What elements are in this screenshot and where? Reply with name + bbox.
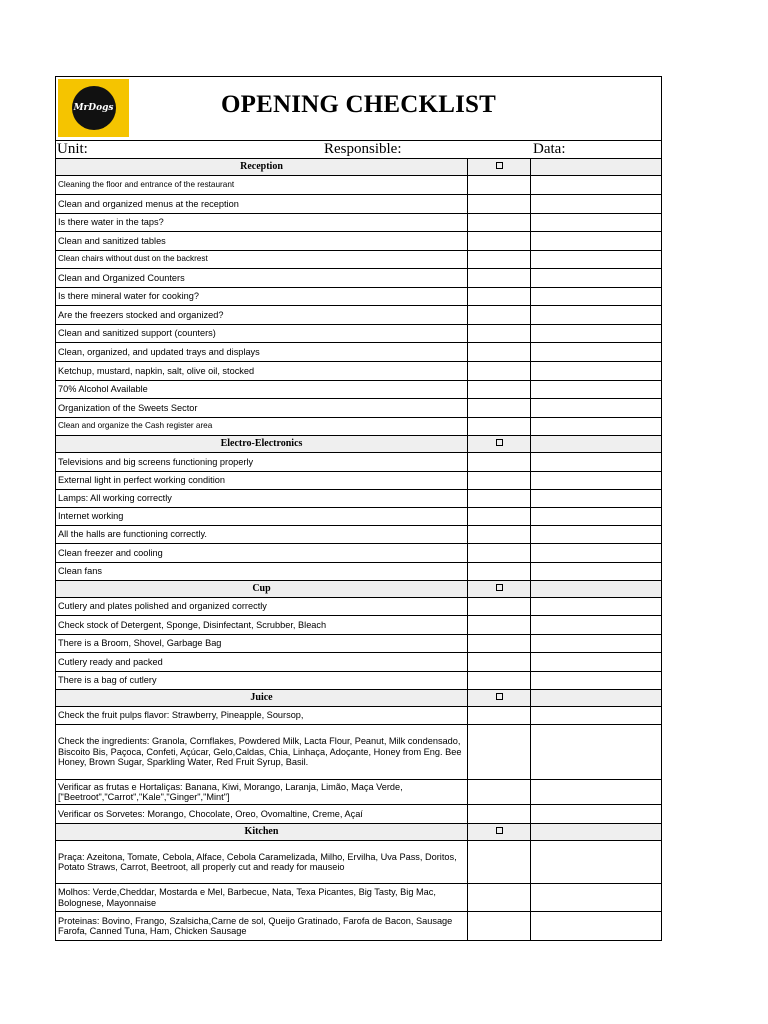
check-cell[interactable] — [468, 884, 531, 911]
checklist-row — [56, 563, 661, 581]
checklist-item-label: Organization of the Sweets Sector — [56, 399, 468, 417]
notes-cell[interactable] — [531, 306, 661, 324]
section-header — [56, 690, 661, 707]
check-cell[interactable] — [468, 306, 531, 324]
checklist-row — [56, 598, 661, 616]
checkbox-column-header — [468, 436, 531, 452]
checklist-item-label: Is there water in the taps? — [56, 214, 468, 231]
notes-cell[interactable] — [531, 381, 661, 398]
section-title: Electro-Electronics — [56, 436, 468, 452]
check-cell[interactable] — [468, 707, 531, 724]
notes-cell[interactable] — [531, 616, 661, 634]
checklist-row — [56, 884, 661, 912]
checklist-item-label: Ketchup, mustard, napkin, salt, olive oil, stocked — [56, 362, 468, 380]
checklist-row — [56, 399, 661, 418]
checklist-item-label: Clean and organize the Cash register area — [56, 418, 468, 435]
check-cell[interactable] — [468, 526, 531, 543]
notes-cell[interactable] — [531, 805, 661, 823]
checklist-item-label: Are the freezers stocked and organized? — [56, 306, 468, 324]
notes-cell[interactable] — [531, 841, 661, 883]
check-cell[interactable] — [468, 288, 531, 305]
notes-cell[interactable] — [531, 598, 661, 615]
check-cell[interactable] — [468, 653, 531, 671]
notes-cell[interactable] — [531, 544, 661, 562]
checklist-item-label: Molhos: Verde,Cheddar, Mostarda e Mel, Barbecue, Nata, Texa Picantes, Big Tasty, Big Mac, Bolognese, Mayonnaise — [56, 884, 468, 911]
notes-cell[interactable] — [531, 232, 661, 250]
checklist-row — [56, 362, 661, 381]
check-cell[interactable] — [468, 563, 531, 580]
section-header — [56, 581, 661, 598]
checklist-row — [56, 544, 661, 563]
checklist-row — [56, 490, 661, 508]
section-title: Cup — [56, 581, 468, 597]
notes-cell[interactable] — [531, 635, 661, 652]
section-header — [56, 824, 661, 841]
check-cell[interactable] — [468, 269, 531, 287]
checkbox-icon — [496, 827, 503, 834]
checklist-row — [56, 288, 661, 306]
notes-cell[interactable] — [531, 195, 661, 213]
notes-cell[interactable] — [531, 672, 661, 689]
checkbox-column-header — [468, 690, 531, 706]
checklist-row — [56, 232, 661, 251]
check-cell[interactable] — [468, 251, 531, 268]
check-cell[interactable] — [468, 598, 531, 615]
checklist-item-label: Cutlery ready and packed — [56, 653, 468, 671]
check-cell[interactable] — [468, 418, 531, 435]
checklist-item-label: 70% Alcohol Available — [56, 381, 468, 398]
checklist-item-label: Check the ingredients: Granola, Cornflakes, Powdered Milk, Lacta Flour, Peanut, Milk condensado, Biscoito Bis, Paçoca, Confeti, Açúcar, Gelo,Caldas, Chia, Linhaça, Adoçante, Honey from Eng. Bee Honey, Brown Sugar, Sparkling Water, Red Fruit Syrup, Basil. — [56, 725, 468, 779]
checkbox-column-header — [468, 159, 531, 175]
check-cell[interactable] — [468, 508, 531, 525]
check-cell[interactable] — [468, 912, 531, 940]
checklist-row — [56, 725, 661, 780]
checklist-sheet — [55, 76, 662, 941]
section-header — [56, 159, 661, 176]
check-cell[interactable] — [468, 672, 531, 689]
check-cell[interactable] — [468, 805, 531, 823]
checklist-row — [56, 616, 661, 635]
notes-column-header — [531, 436, 661, 452]
checklist-item-label: Clean, organized, and updated trays and displays — [56, 343, 468, 361]
notes-column-header — [531, 824, 661, 840]
notes-column-header — [531, 690, 661, 706]
checklist-row — [56, 912, 661, 940]
section-header — [56, 436, 661, 453]
checklist-item-label: Clean chairs without dust on the backrest — [56, 251, 468, 268]
checklist-row — [56, 453, 661, 472]
notes-cell[interactable] — [531, 176, 661, 194]
meta-row — [56, 141, 661, 159]
check-cell[interactable] — [468, 381, 531, 398]
checklist-item-label: All the halls are functioning correctly. — [56, 526, 468, 543]
header-row — [56, 77, 661, 141]
checklist-row — [56, 653, 661, 672]
notes-cell[interactable] — [531, 399, 661, 417]
check-cell[interactable] — [468, 453, 531, 471]
checklist-item-label: Clean and sanitized support (counters) — [56, 325, 468, 342]
checklist-item-label: Cleaning the floor and entrance of the restaurant — [56, 176, 468, 194]
notes-cell[interactable] — [531, 269, 661, 287]
notes-cell[interactable] — [531, 780, 661, 804]
checklist-row — [56, 707, 661, 725]
notes-cell[interactable] — [531, 453, 661, 471]
checklist-row — [56, 635, 661, 653]
checklist-row — [56, 214, 661, 232]
notes-cell[interactable] — [531, 707, 661, 724]
checkbox-icon — [496, 584, 503, 591]
check-cell[interactable] — [468, 841, 531, 883]
notes-cell[interactable] — [531, 508, 661, 525]
checklist-item-label: There is a bag of cutlery — [56, 672, 468, 689]
checklist-row — [56, 780, 661, 805]
checklist-item-label: Verificar as frutas e Hortaliças: Banana, Kiwi, Morango, Laranja, Limão, Maça Verde, ["Beetroot","Carrot","Kale","Ginger","Mint"] — [56, 780, 468, 804]
notes-cell[interactable] — [531, 251, 661, 268]
check-cell[interactable] — [468, 325, 531, 342]
checklist-row — [56, 418, 661, 436]
check-cell[interactable] — [468, 472, 531, 489]
checkbox-icon — [496, 693, 503, 700]
checklist-row — [56, 269, 661, 288]
notes-cell[interactable] — [531, 343, 661, 361]
notes-column-header — [531, 581, 661, 597]
checklist-body — [56, 159, 661, 940]
check-cell[interactable] — [468, 214, 531, 231]
notes-cell[interactable] — [531, 563, 661, 580]
notes-cell[interactable] — [531, 912, 661, 940]
date-label: Data: — [533, 141, 566, 157]
checklist-row — [56, 176, 661, 195]
notes-cell[interactable] — [531, 526, 661, 543]
checklist-item-label: Check stock of Detergent, Sponge, Disinfectant, Scrubber, Bleach — [56, 616, 468, 634]
checklist-row — [56, 672, 661, 690]
notes-cell[interactable] — [531, 725, 661, 779]
checklist-row — [56, 343, 661, 362]
checklist-row — [56, 841, 661, 884]
check-cell[interactable] — [468, 195, 531, 213]
check-cell[interactable] — [468, 362, 531, 380]
notes-cell[interactable] — [531, 214, 661, 231]
page-title: OPENING CHECKLIST — [221, 91, 496, 118]
checklist-row — [56, 251, 661, 269]
notes-cell[interactable] — [531, 362, 661, 380]
check-cell[interactable] — [468, 616, 531, 634]
check-cell[interactable] — [468, 635, 531, 652]
checklist-item-label: Clean and organized menus at the reception — [56, 195, 468, 213]
checklist-item-label: Televisions and big screens functioning properly — [56, 453, 468, 471]
check-cell[interactable] — [468, 490, 531, 507]
check-cell[interactable] — [468, 176, 531, 194]
checklist-row — [56, 381, 661, 399]
logo-badge: MrDogs — [72, 86, 116, 130]
notes-cell[interactable] — [531, 472, 661, 489]
checklist-item-label: Praça: Azeitona, Tomate, Cebola, Alface, Cebola Caramelizada, Milho, Ervilha, Uva Pass, Doritos, Potato Straws, Carrot, Beetroot, all properly cut and ready for mauseio — [56, 841, 468, 883]
check-cell[interactable] — [468, 544, 531, 562]
section-title: Juice — [56, 690, 468, 706]
check-cell[interactable] — [468, 343, 531, 361]
checklist-row — [56, 805, 661, 824]
checklist-row — [56, 325, 661, 343]
checklist-item-label: Cutlery and plates polished and organized correctly — [56, 598, 468, 615]
notes-cell[interactable] — [531, 288, 661, 305]
check-cell[interactable] — [468, 780, 531, 804]
section-title: Reception — [56, 159, 468, 175]
checklist-item-label: Is there mineral water for cooking? — [56, 288, 468, 305]
checklist-item-label: Clean and sanitized tables — [56, 232, 468, 250]
checklist-item-label: Clean freezer and cooling — [56, 544, 468, 562]
checklist-item-label: Internet working — [56, 508, 468, 525]
unit-label: Unit: — [57, 141, 88, 157]
notes-cell[interactable] — [531, 490, 661, 507]
notes-column-header — [531, 159, 661, 175]
checklist-item-label: There is a Broom, Shovel, Garbage Bag — [56, 635, 468, 652]
check-cell[interactable] — [468, 725, 531, 779]
check-cell[interactable] — [468, 232, 531, 250]
checklist-item-label: Clean and Organized Counters — [56, 269, 468, 287]
checklist-item-label: Lamps: All working correctly — [56, 490, 468, 507]
checklist-row — [56, 195, 661, 214]
responsible-label: Responsible: — [324, 141, 402, 157]
checkbox-column-header — [468, 824, 531, 840]
checklist-item-label: Clean fans — [56, 563, 468, 580]
checklist-item-label: Check the fruit pulps flavor: Strawberry, Pineapple, Soursop, — [56, 707, 468, 724]
notes-cell[interactable] — [531, 325, 661, 342]
notes-cell[interactable] — [531, 884, 661, 911]
checklist-item-label: Verificar os Sorvetes: Morango, Chocolate, Oreo, Ovomaltine, Creme, Açaí — [56, 805, 468, 823]
checklist-row — [56, 472, 661, 490]
notes-cell[interactable] — [531, 653, 661, 671]
checklist-row — [56, 306, 661, 325]
check-cell[interactable] — [468, 399, 531, 417]
checkbox-icon — [496, 162, 503, 169]
checklist-item-label: External light in perfect working condition — [56, 472, 468, 489]
notes-cell[interactable] — [531, 418, 661, 435]
checklist-row — [56, 508, 661, 526]
checklist-row — [56, 526, 661, 544]
checkbox-column-header — [468, 581, 531, 597]
checkbox-icon — [496, 439, 503, 446]
section-title: Kitchen — [56, 824, 468, 840]
checklist-item-label: Proteinas: Bovino, Frango, Szalsicha,Carne de sol, Queijo Gratinado, Farofa de Bacon, Sausage Farofa, Canned Tuna, Ham, Chicken Sausage — [56, 912, 468, 940]
